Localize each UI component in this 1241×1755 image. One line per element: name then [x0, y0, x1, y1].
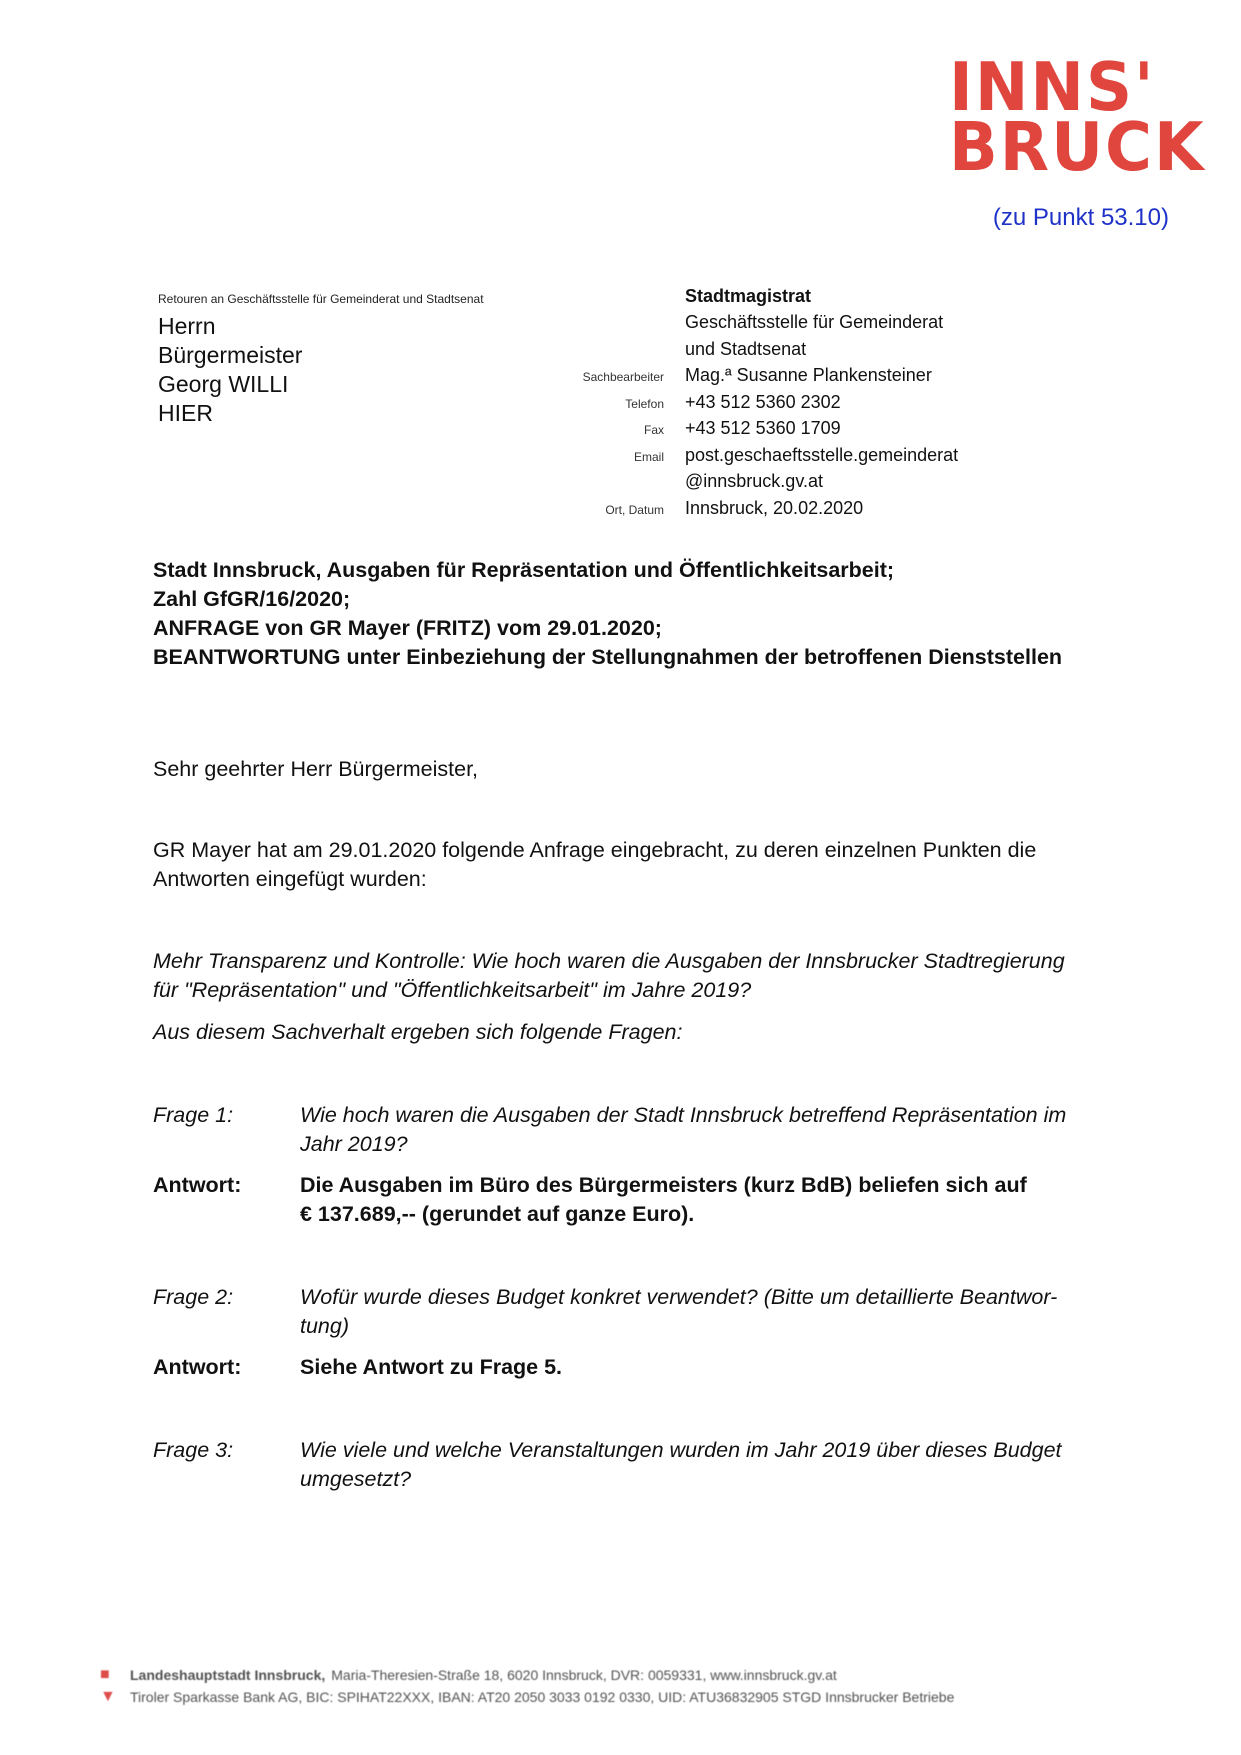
question-3	[153, 1436, 1133, 1494]
logo-line-1: INNS'	[949, 49, 1156, 127]
sender-value: und Stadtsenat	[685, 338, 807, 359]
sender-title: Stadtmagistrat	[685, 286, 812, 306]
sender-value: Geschäftsstelle für Gemeinderat	[685, 312, 944, 332]
innsbruck-logo	[949, 49, 1206, 187]
question-label: Frage 1:	[153, 1103, 234, 1127]
context-line: für "Repräsentation" und "Öffentlichkeitsarbeit" im Jahre 2019?	[153, 978, 752, 1002]
question-1	[153, 1101, 1133, 1159]
sender-value: @innsbruck.gv.at	[685, 471, 823, 491]
sender-row	[540, 312, 958, 339]
sender-row	[540, 418, 958, 445]
answer-label: Antwort:	[153, 1355, 242, 1379]
context-line: Mehr Transparenz und Kontrolle: Wie hoch waren die Ausgaben der Innsbrucker Stadtregierung	[153, 949, 1065, 973]
agenda-reference: (zu Punkt 53.10)	[992, 204, 1169, 231]
recipient-line: HIER	[158, 400, 213, 426]
recipient-line: Georg WILLI	[158, 371, 289, 397]
sender-details	[540, 312, 958, 524]
sender-row	[540, 471, 958, 498]
intro-line: Antworten eingefügt wurden:	[153, 867, 427, 891]
answer-line: € 137.689,-- (gerundet auf ganze Euro).	[300, 1202, 695, 1226]
answer-line: Siehe Antwort zu Frage 5.	[300, 1355, 563, 1379]
question-text	[300, 1101, 1133, 1159]
sender-value: Mag.ª Susanne Plankensteiner	[685, 365, 932, 385]
recipient-line: Herrn	[158, 313, 216, 339]
question-2	[153, 1283, 1133, 1341]
question-text	[300, 1436, 1133, 1494]
intro-paragraph	[153, 836, 1133, 894]
footer-address: Maria-Theresien-Straße 18, 6020 Innsbruck, DVR: 0059331, www.innsbruck.gv.at	[331, 1667, 837, 1683]
subject-line: Stadt Innsbruck, Ausgaben für Repräsentation und Öffentlichkeitsarbeit;	[153, 558, 895, 582]
answer-2	[153, 1353, 1133, 1382]
question-line: Wie hoch waren die Ausgaben der Stadt Innsbruck betreffend Repräsentation im	[300, 1103, 1067, 1127]
question-label: Frage 2:	[153, 1285, 234, 1309]
sender-value: +43 512 5360 1709	[685, 418, 841, 438]
question-text	[300, 1283, 1133, 1341]
answer-1	[153, 1171, 1133, 1229]
sender-value: post.geschaeftsstelle.gemeinderat	[685, 444, 959, 465]
sender-label: Sachbearbeiter	[582, 370, 664, 384]
intro-line: GR Mayer hat am 29.01.2020 folgende Anfrage eingebracht, zu deren einzelnen Punkten die	[153, 838, 1037, 862]
footer-bank: Tiroler Sparkasse Bank AG, BIC: SPIHAT22XXX, IBAN: AT20 2050 3033 0192 0330, UID: ATU36832905 STGD Innsbrucker Betriebe	[130, 1689, 955, 1705]
subject-block	[153, 556, 1062, 672]
footer	[100, 1664, 1150, 1708]
question-line: Wofür wurde dieses Budget konkret verwendet? (Bitte um detaillierte Beantwor-	[300, 1285, 1058, 1309]
question-line: Jahr 2019?	[300, 1132, 408, 1156]
logo-line-2: BRUCK	[949, 109, 1206, 187]
answer-line: Die Ausgaben im Büro des Bürgermeisters (kurz BdB) beliefen sich auf	[300, 1173, 1027, 1197]
subject-line: ANFRAGE von GR Mayer (FRITZ) vom 29.01.2020;	[153, 616, 662, 640]
sender-row	[540, 365, 958, 392]
subject-line: BEANTWORTUNG unter Einbeziehung der Stellungnahmen der betroffenen Dienststellen	[153, 645, 1063, 669]
recipient-line: Bürgermeister	[158, 342, 303, 368]
question-line: tung)	[300, 1314, 350, 1338]
footer-line-1	[100, 1664, 1150, 1686]
sender-row	[540, 339, 958, 366]
sender-row	[540, 445, 958, 472]
sender-row	[540, 498, 958, 525]
return-address: Retouren an Geschäftsstelle für Gemeinderat und Stadtsenat	[158, 292, 484, 306]
city-emblem-icon: ■	[100, 1666, 110, 1683]
recipient-block	[158, 312, 302, 428]
sender-label: Email	[633, 449, 664, 464]
answer-text	[300, 1171, 1133, 1229]
salutation: Sehr geehrter Herr Bürgermeister,	[153, 757, 479, 781]
question-line: umgesetzt?	[300, 1467, 412, 1491]
subject-line: Zahl GfGR/16/2020;	[153, 587, 351, 611]
context-followup: Aus diesem Sachverhalt ergeben sich folgende Fragen:	[153, 1020, 683, 1044]
sender-row	[540, 392, 958, 419]
answer-label: Antwort:	[153, 1173, 242, 1197]
question-label: Frage 3:	[153, 1438, 234, 1462]
footer-line-2	[100, 1686, 1150, 1708]
footer-org: Landeshauptstadt Innsbruck,	[130, 1667, 326, 1683]
sender-value: +43 512 5360 2302	[685, 391, 841, 412]
sender-label: Ort, Datum	[605, 502, 664, 517]
city-emblem-icon: ▼	[100, 1688, 116, 1705]
question-line: Wie viele und welche Veranstaltungen wurden im Jahr 2019 über dieses Budget	[300, 1438, 1062, 1462]
sender-label: Fax	[643, 423, 664, 437]
answer-text	[300, 1353, 1133, 1382]
sender-value: Innsbruck, 20.02.2020	[685, 497, 864, 518]
sender-label: Telefon	[625, 396, 664, 411]
context-paragraph	[153, 947, 1133, 1005]
